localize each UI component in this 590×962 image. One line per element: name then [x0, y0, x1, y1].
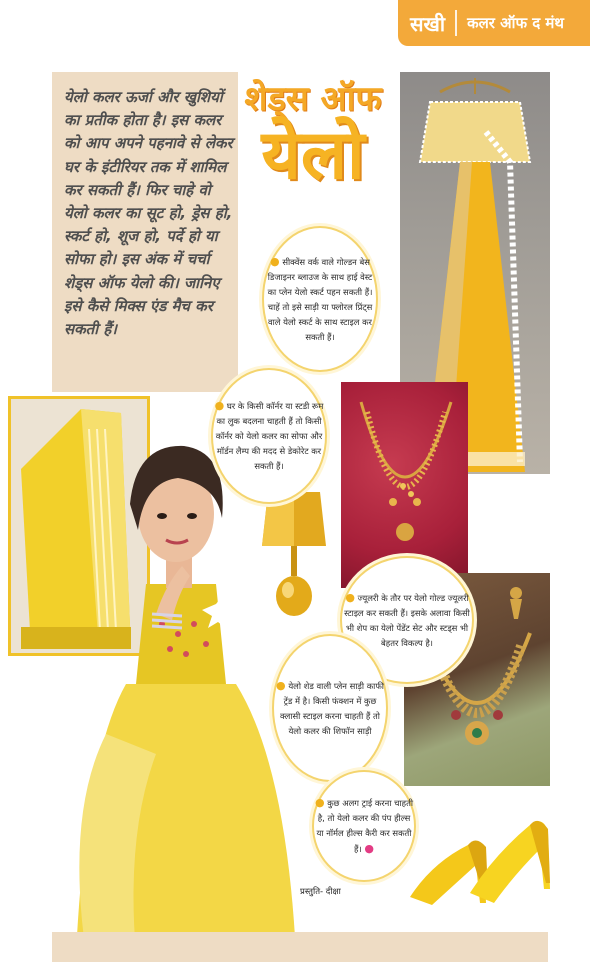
callout-saree [272, 634, 388, 782]
bottom-band [52, 932, 548, 962]
section-tab [398, 0, 590, 46]
bullet-dot-icon: ● [345, 590, 355, 604]
end-mark-icon: ● [364, 842, 374, 855]
model-in-yellow-lehenga-photo [66, 434, 300, 954]
bullet-dot-icon: ● [276, 678, 286, 692]
article-title-line2: येलो [261, 115, 365, 195]
callout-blouse-skirt [262, 226, 378, 372]
section-title: कलर ऑफ द मंथ [467, 14, 564, 32]
article-title-line1: शेड्स ऑफ [244, 79, 382, 119]
callout-home-decor [211, 368, 327, 504]
article-credit: प्रस्तुति- दीक्षा [300, 887, 341, 897]
bullet-dot-icon: ● [270, 254, 280, 268]
callout-heels [312, 770, 416, 882]
bullet-dot-icon: ● [214, 399, 225, 412]
magazine-brand: सखी [410, 11, 446, 36]
callout-text: कुछ अलग ट्राई करना चाहती है, तो येलो कलर की पंप हील्स या नॉर्मल हील्स कैरी कर सकती हैं। [316, 798, 414, 854]
callout-text: सीक्वेंस वर्क वाले गोल्डन बेस डिजाइनर ब्लाउज के साथ हाई वेस्ट का प्लेन येलो स्कर्ट पहन सकती हैं। चाहें तो इसे साड़ी या फ्लोरल प्रिंट्स वाले येलो स्कर्ट के साथ स्टाइल कर सकती हैं। [267, 256, 373, 342]
callout-text: ज्यूलरी के तौर पर येलो गोल्ड ज्यूलरी स्टाइल कर सकती हैं। इसके अलावा किसी भी शेप का येलो पेंडेंट सेट और स्टड्स भी बेहतर विकल्प है। [344, 592, 470, 648]
callout-text: घर के किसी कॉर्नर या स्टडी रूम का लुक बदलना चाहती हैं तो किसी कॉर्नर को येलो कलर का सोफा और मॉर्डन लैम्प की मदद से डेकोरेट कर सकती हैं। [215, 401, 324, 471]
bullet-dot-icon: ● [314, 796, 325, 809]
yellow-heels-photo [402, 785, 552, 915]
callout-text: येलो शेड वाली प्लेन साड़ी काफी ट्रेंड में है। किसी फंक्शन में कुछ क्लासी स्टाइल करना चाहती हैं तो येलो कलर की शिफॉन साड़ी [280, 680, 384, 736]
intro-paragraph: येलो कलर ऊर्जा और खुशियों का प्रतीक होता है। इस कलर को आप अपने पहनावे से लेकर घर के इंटीरियर तक में शामिल कर सकती हैं। फिर चाहे वो येलो कलर का सूट हो, ड्रेस हो, स्कर्ट हो, शूज हो, पर्दे हो या सोफा हो। इस अंक में चर्चा शेड्स ऑफ येलो की। जानिए इसे कैसे मिक्स एंड मैच कर सकती हैं। [64, 88, 233, 339]
header-divider [455, 10, 457, 36]
